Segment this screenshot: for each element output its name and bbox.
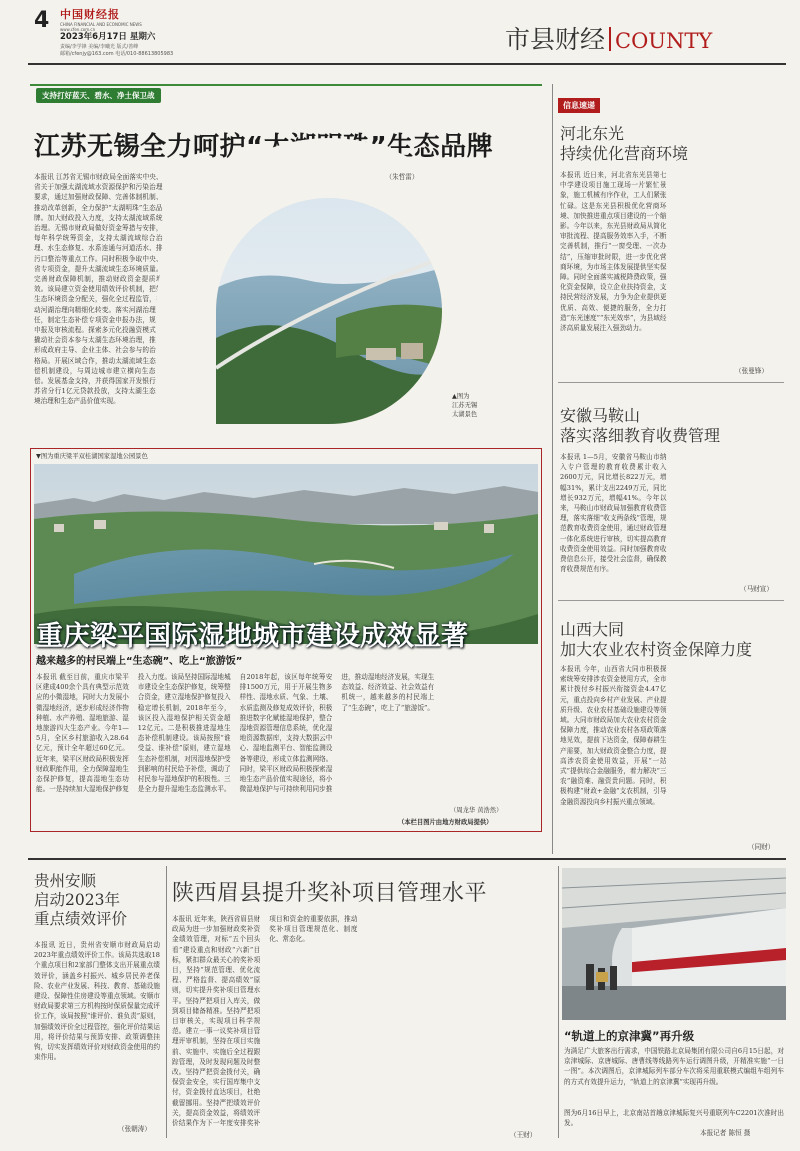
- article3-title: 贵州安顺 启动2023年 重点绩效评价: [34, 872, 128, 928]
- article2-body: 本报讯 截至目前，重庆市梁平区建成400余个具有典型示范效应的小微湿地，同时大力发展小微湿地经济，逐步形成经济作物种植、水产养殖、湿地旅游、湿地旅游四大生态产业。今年1—5月，全区乡村旅游收入28.64亿元，预计全年超过60亿元。近年来，梁平区财政局积极发挥财政职能作用，全力保障湿地生态保护修复，提高湿地生态功能。一是持续加大湿地保护修复投入力度。该局坚持国际湿地城市建设全生态保护修复，统筹整合资金，建立湿地保护修复投入稳定增长机制，2018年至今，该区投入湿地保护相关资金超12亿元。二是积极推进湿地生态补偿机制建设。该局按照“谁受益、谁补偿”原则，建立湿地生态补偿机制，对因湿地保护受到影响的村民给予补偿，调动了村民参与湿地保护的积极性。三是全力提升湿地生态监测水平。自2018年起，该区每年统筹安排1500万元，用于开展生物多样性、湿地水质、气象、土壤、水质监测及修复成效评价，积极推进数字化赋能湿地保护，整合湿地资源管理信息系统，优化湿地资源数据库，支持大数据云中心、湿地监测平台、智能监测设备等建设，形成立体监测网络。同时，梁平区财政局积极探索湿地生态产品价值实现途径，将小微湿地保护与可持续利用同步推进，推动湿地经济发展，实现生态效益、经济效益、社会效益有机统一，越来越多的村民端上了“生态碗”，吃上了“旅游饭”。: [36, 673, 435, 794]
- article2-subtitle: 越来越多的村民端上“生态碗”、吃上“旅游饭”: [36, 656, 243, 667]
- newspaper-logo: 中国财经报 CHINA FINANCIAL AND ECONOMIC NEWS www.cfen.com.cn: [60, 8, 142, 32]
- wuxi-lake-photo: [216, 198, 442, 424]
- article1-body-right: [305, 172, 541, 212]
- section-title-en: COUNTY: [615, 29, 713, 53]
- green-rule: [30, 84, 542, 86]
- article2-photo-credit: （本栏目图片由地方财政局提供）: [398, 819, 493, 826]
- wuxi-photo-graphic: [216, 198, 442, 424]
- chongqing-photo-caption: ▼图为重庆梁平双桂湖国家湿地公园景色: [36, 453, 148, 460]
- sidebar-item-hebei-title: 河北东光 持续优化营商环境: [560, 124, 689, 163]
- sidebar-rule-2: [558, 600, 784, 601]
- article3-byline: （张朝涛）: [118, 1125, 151, 1133]
- page-number: 4: [34, 8, 50, 33]
- article3-divider: [166, 866, 167, 1138]
- article2-byline: （周龙华 黄浩然）: [450, 807, 503, 814]
- sidebar-item-shanxi-body: 本报讯 今年，山西省大同市积极探索统筹安排涉农资金使用方式，全市累计拨付乡村振兴衔接资金4.47亿元，重点投向乡村产业发展、产业提质升级、农业农村基础设施建设等领域。大同市财政局加大农业农村资金保障力度，推动农业农村各项政策落地见效，提前下达资金，保障春耕生产需要，加大财政资金整合力度，提高涉农资金使用效益，开展“一站式”提供综合金融服务，着力解决“三农”融资难、融资贵问题。同时，积极构建“财政+金融”支农机制，引导金融资源投向乡村振兴重点领域。: [560, 665, 667, 806]
- editors-line: 责编/李学锋 美编/李曦光 版式/善峰: [60, 44, 139, 50]
- sidebar-item-anhui-title: 安徽马鞍山 落实落细教育收费管理: [560, 406, 721, 445]
- middle-rule: [28, 858, 786, 860]
- train-station-photo: [562, 868, 786, 1020]
- issue-date: 2023年6月17日 星期六: [60, 32, 156, 42]
- article5-body: 为满足广大旅客出行需求，中国铁路北京局集团有限公司自6月15日起，对京津城际、京唐城际、唐曹线等线路列车运行调图升级，开精准实施“一日一图”。本次调图后，京津城际列车部分车次将采用重联模式编组车组列车的方式有效提升运力，“轨道上的京津冀”实现再升级。: [564, 1047, 784, 1086]
- sidebar-item-hebei-body: 本报讯 近日来，河北省东光县第七中学建设项目施工现场一片繁忙景象，施工机械有序作业，工人们紧张忙碌。这是东光县积极优化营商环境、加快推进重点项目建设的一个缩影。今年以来，东光县财政局从简化审批流程、提高服务效率入手，不断完善机制，推行“一窗受理、一次办结”，压缩审批时限，进一步优化营商环境，为市场主体发展提供坚实保障。同时全面落实减税降费政策，强化资金保障，设立企业扶持资金，支持民营经济发展，力争为企业提供更优质、高效、便捷的服务，全力打造“东光速度”“东光效率”，为县域经济高质量发展注入强劲动力。: [560, 171, 667, 333]
- article1-body-left: 本报讯 江苏省无锡市财政局全面落实中央、省关于加强太湖流域水资源保护和污染治理要求，通过加强财政保障、完善体制机制、推动改革创新，全力保护“太湖明珠”生态品牌。加大财政投入力度，支持太湖流域系统治理。无锡市财政局做好资金筹措与安排，每年科学统筹资金，支持太湖流域综合治理、水生态修复、水系连通与河道活水、排污口整治等重点工作。同时积极争取中央、省专项资金，提升太湖流域生态环境质量。完善财政保障机制，推动财政资金提质增效。该局建立资金使用绩效评价机制，把好生态环境资金分配关，强化全过程监管，推动河湖治理向精细化转变。落实河湖治理责任，制定生态补偿专项资金申报办法，规范申报及审核流程。探索多元化投融资模式，撬动社会资本参与太湖生态环境治理，推动形成政府主导、企业主体、社会参与的治理格局。开展区域合作，推动太湖流域生态补偿机制建设，与周边城市建立横向生态补偿。发展基金支持，并获得国家开发银行江苏省分行1亿元贷款投放，支持太湖生态环境治理和生态产品价值实现。: [34, 173, 163, 406]
- sidebar-rule-1: [558, 382, 784, 383]
- article4-divider: [558, 866, 559, 1138]
- article1-byline: （朱哲雷）: [385, 173, 419, 181]
- article4-title: 陕西眉县提升奖补项目管理水平: [172, 881, 488, 906]
- masthead-rule: [28, 63, 786, 65]
- sidebar-divider: [552, 84, 553, 854]
- article4-byline: （王财）: [510, 1131, 537, 1139]
- article5-title: “轨道上的京津冀”再升级: [564, 1029, 695, 1043]
- sidebar-item-hebei-byline: （张曼锋）: [735, 367, 768, 375]
- contact-line: 邮箱/cfenjy@163.com 电话/010-88613805983: [60, 51, 174, 57]
- sidebar-item-shanxi-title: 山西大同 加大农业农村资金保障力度: [560, 620, 753, 659]
- article1-title: 江苏无锡全力呵护“太湖明珠”生态品牌: [34, 132, 494, 162]
- article3-body: 本报讯 近日，贵州省安顺市财政局启动2023年重点绩效评价工作。该局共选取18个重点项目和2家部门整体支出开展重点绩效评价，涵盖乡村振兴、城乡居民养老保险、农业产业发展、科技、教育、基础设施建设、保障性住房建设等重点领域。安顺市财政局要求第三方机构按时保质保量完成评价工作，该局按照“谁评价、谁负责”原则，加强绩效评价全过程管控，强化评价结果运用，将评价结果与预算安排、政策调整挂钩，切实发挥绩效评价对财政资金使用的约束作用。: [34, 941, 160, 1062]
- train-photo-graphic: [562, 868, 786, 1020]
- sidebar-label: 信息速递: [558, 98, 600, 113]
- article2-title: 重庆梁平国际湿地城市建设成效显著: [36, 621, 468, 652]
- section-header: [505, 20, 785, 54]
- sidebar-item-anhui-byline: （马财宣）: [740, 585, 773, 593]
- topic-tag: 支持打好蓝天、碧水、净土保卫战: [36, 88, 161, 103]
- section-title-cn: 市县财经: [505, 25, 606, 54]
- section-divider: [609, 27, 611, 51]
- photo-caption-wuxi: ▲图为 江苏无锡 太湖景色: [452, 393, 478, 418]
- article5-caption: 图为6月16日早上，北京南站首趟京津城际复兴号重联列车C2201次准时出发。: [564, 1109, 784, 1128]
- sidebar-item-shanxi-byline: （同财）: [748, 843, 775, 851]
- sidebar-item-anhui-body: 本报讯 1—5月，安徽省马鞍山市纳入专户管理的教育收费累计收入2600万元，同比增长822万元，增幅31%，累计支出2249万元，同比增长932万元，增幅41%。今年以来，马鞍山市财政局加强教育收费管理，落实落细“收支两条线”管理，规范教育收费资金使用，通过财政管理一体化系统进行审核，切实提高教育收费资金使用效益。同时加强教育收费信息公开，接受社会监督，确保教育收费规范有序。: [560, 453, 667, 574]
- article4-body: 本报讯 近年来，陕西省眉县财政局为进一步加强财政奖补资金绩效管理，对标“五个回头看”建设重点和财政“六新”目标，紧扣群众最关心的奖补项目，坚持“规范管理、优化流程、严格监督、提高绩效”原则，切实提升奖补项目管理水平。坚持严把项目入库关，做到项目储备精准。坚持严把项目审核关，实现项目科学规范。建立一事一议奖补项目管理评审机制，坚持在项目实施前、实施中、实施后全过程跟踪管理，及时发现问题及时整改。坚持严把资金拨付关，确保资金安全，实行国库集中支付，资金拨付直达项目，杜绝截留挪用。坚持严把绩效评价关，提高资金效益，将绩效评价结果作为下一年度安排奖补项目和资金的重要依据，推动奖补项目管理规范化、制度化、常态化。: [172, 915, 358, 1128]
- article5-credit: 本报记者 陈恒 摄: [700, 1129, 751, 1137]
